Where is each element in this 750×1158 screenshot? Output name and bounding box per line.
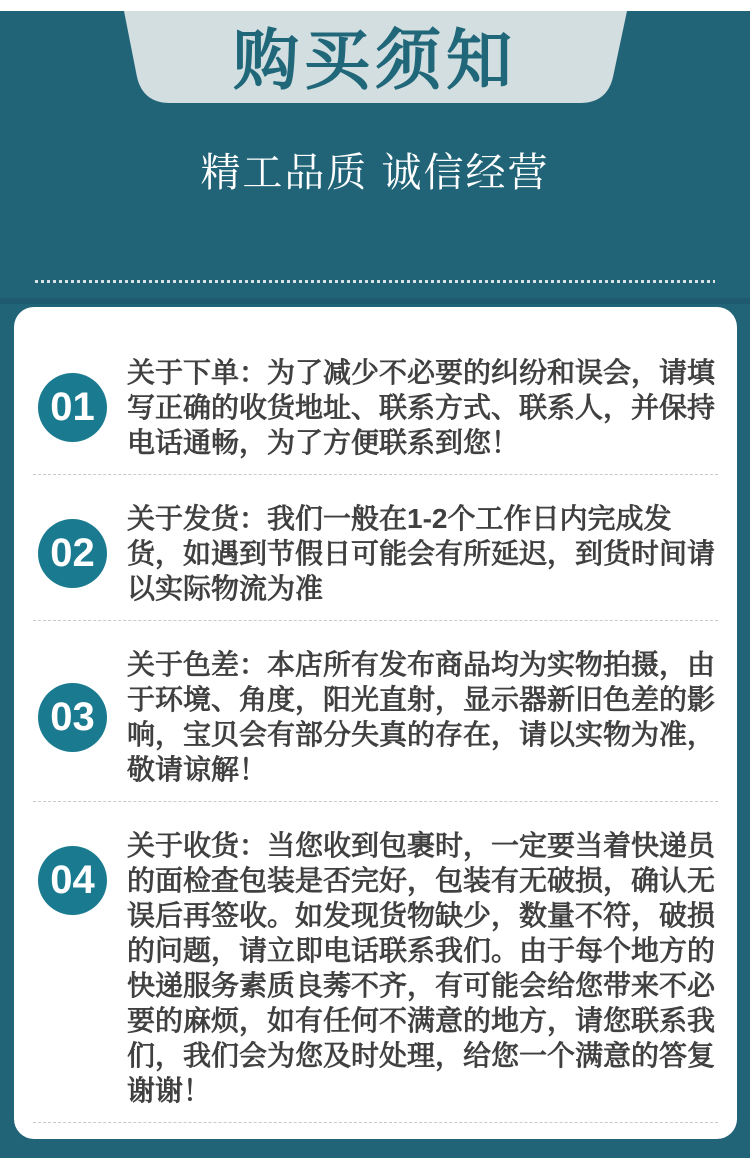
notice-number-badge: 02 xyxy=(38,519,107,588)
notice-item-receiving xyxy=(14,802,737,1122)
notice-item-order xyxy=(14,329,737,474)
notice-text: 关于色差：本店所有发布商品均为实物拍摄，由于环境、角度，阳光直射，显示器新旧色差的影响，宝贝会有部分失真的存在，请以实物为准，敬请谅解！ xyxy=(127,649,716,785)
title-banner xyxy=(0,11,750,103)
notice-number-badge: 03 xyxy=(38,683,107,752)
notice-card xyxy=(14,307,737,1139)
notice-text: 关于收货：当您收到包裹时，一定要当着快递员的面检查包装是否完好，包装有无破损，确认无误后再签收。如发现货物缺少，数量不符，破损的问题，请立即电话联系我们。由于每个地方的快递服务素质良莠不齐，有可能会给您带来不必要的麻烦，如有任何不满意的地方，请您联系我们，我们会为您及时处理，给您一个满意的答复谢谢！ xyxy=(127,830,716,1106)
page-title: 购买须知 xyxy=(233,22,517,97)
notice-separator xyxy=(33,1122,718,1123)
seam-band xyxy=(0,298,750,304)
notice-text: 关于发货：我们一般在1-2个工作日内完成发货，如遇到节假日可能会有所延迟，到货时间请以实际物流为准 xyxy=(127,503,716,604)
notice-item-color-difference xyxy=(14,621,737,801)
notice-item-shipping xyxy=(14,475,737,620)
notice-number-badge: 01 xyxy=(38,373,107,442)
decorative-dashed-line xyxy=(35,280,715,283)
page-subtitle: 精工品质 诚信经营 xyxy=(200,151,550,195)
notice-number-badge: 04 xyxy=(38,846,107,915)
notice-text: 关于下单：为了减少不必要的纠纷和误会，请填写正确的收货地址、联系方式、联系人，并保持电话通畅，为了方便联系到您！ xyxy=(127,357,716,458)
